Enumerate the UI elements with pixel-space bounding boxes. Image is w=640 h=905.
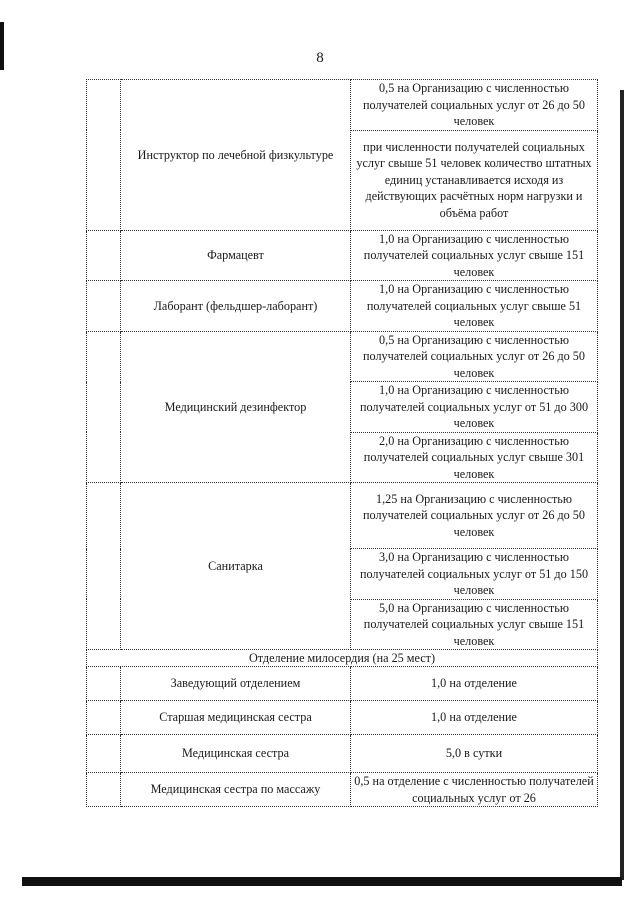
scan-edge-bottom xyxy=(22,877,622,886)
norm-cell: 1,0 на отделение xyxy=(351,667,598,701)
norm-cell: при численности получателей социальных услуг свыше 51 человек количество штатных единиц устанавливается исходя из действующих расчётных норм нагрузки и объёма работ xyxy=(351,130,598,230)
norm-cell: 1,0 на Организацию с численностью получателей социальных услуг от 51 до 300 человек xyxy=(351,382,598,433)
norm-cell: 5,0 на Организацию с численностью получателей социальных услуг свыше 151 человек xyxy=(351,599,598,650)
position-cell: Фармацевт xyxy=(121,230,351,281)
position-cell: Старшая медицинская сестра xyxy=(121,701,351,735)
index-cell xyxy=(87,483,121,650)
position-cell: Заведующий отделением xyxy=(121,667,351,701)
norm-cell: 0,5 на Организацию с численностью получателей социальных услуг от 26 до 50 человек xyxy=(351,331,598,382)
table-row xyxy=(87,230,598,281)
index-cell xyxy=(87,735,121,773)
index-cell xyxy=(87,701,121,735)
scan-edge-right xyxy=(620,90,624,880)
table-row xyxy=(87,773,598,807)
index-cell xyxy=(87,773,121,807)
index-cell xyxy=(87,667,121,701)
position-cell: Лаборант (фельдшер-лаборант) xyxy=(121,281,351,332)
norm-cell: 0,5 на отделение с численностью получателей социальных услуг от 26 xyxy=(351,773,598,807)
norm-cell: 1,0 на Организацию с численностью получателей социальных услуг свыше 151 человек xyxy=(351,230,598,281)
table-row xyxy=(87,650,598,667)
norm-cell: 2,0 на Организацию с численностью получателей социальных услуг свыше 301 человек xyxy=(351,432,598,483)
norm-cell: 1,0 на Организацию с численностью получателей социальных услуг свыше 51 человек xyxy=(351,281,598,332)
table-row xyxy=(87,331,598,382)
index-cell xyxy=(87,80,121,231)
position-cell: Медицинский дезинфектор xyxy=(121,331,351,483)
norm-cell: 3,0 на Организацию с численностью получателей социальных услуг от 51 до 150 человек xyxy=(351,549,598,600)
staffing-table xyxy=(86,79,598,807)
section-header: Отделение милосердия (на 25 мест) xyxy=(87,650,598,667)
table-row xyxy=(87,281,598,332)
norm-cell: 0,5 на Организацию с численностью получателей социальных услуг от 26 до 50 человек xyxy=(351,80,598,131)
table-row xyxy=(87,735,598,773)
page-number: 8 xyxy=(316,50,324,66)
table-row xyxy=(87,701,598,735)
index-cell xyxy=(87,230,121,281)
norm-cell: 1,25 на Организацию с численностью получателей социальных услуг от 26 до 50 человек xyxy=(351,483,598,549)
table-row xyxy=(87,483,598,549)
norm-cell: 5,0 в сутки xyxy=(351,735,598,773)
index-cell xyxy=(87,331,121,483)
norm-cell: 1,0 на отделение xyxy=(351,701,598,735)
position-cell: Санитарка xyxy=(121,483,351,650)
position-cell: Медицинская сестра по массажу xyxy=(121,773,351,807)
table-row xyxy=(87,667,598,701)
position-cell: Медицинская сестра xyxy=(121,735,351,773)
position-cell: Инструктор по лечебной физкультуре xyxy=(121,80,351,231)
index-cell xyxy=(87,281,121,332)
table-row xyxy=(87,80,598,131)
